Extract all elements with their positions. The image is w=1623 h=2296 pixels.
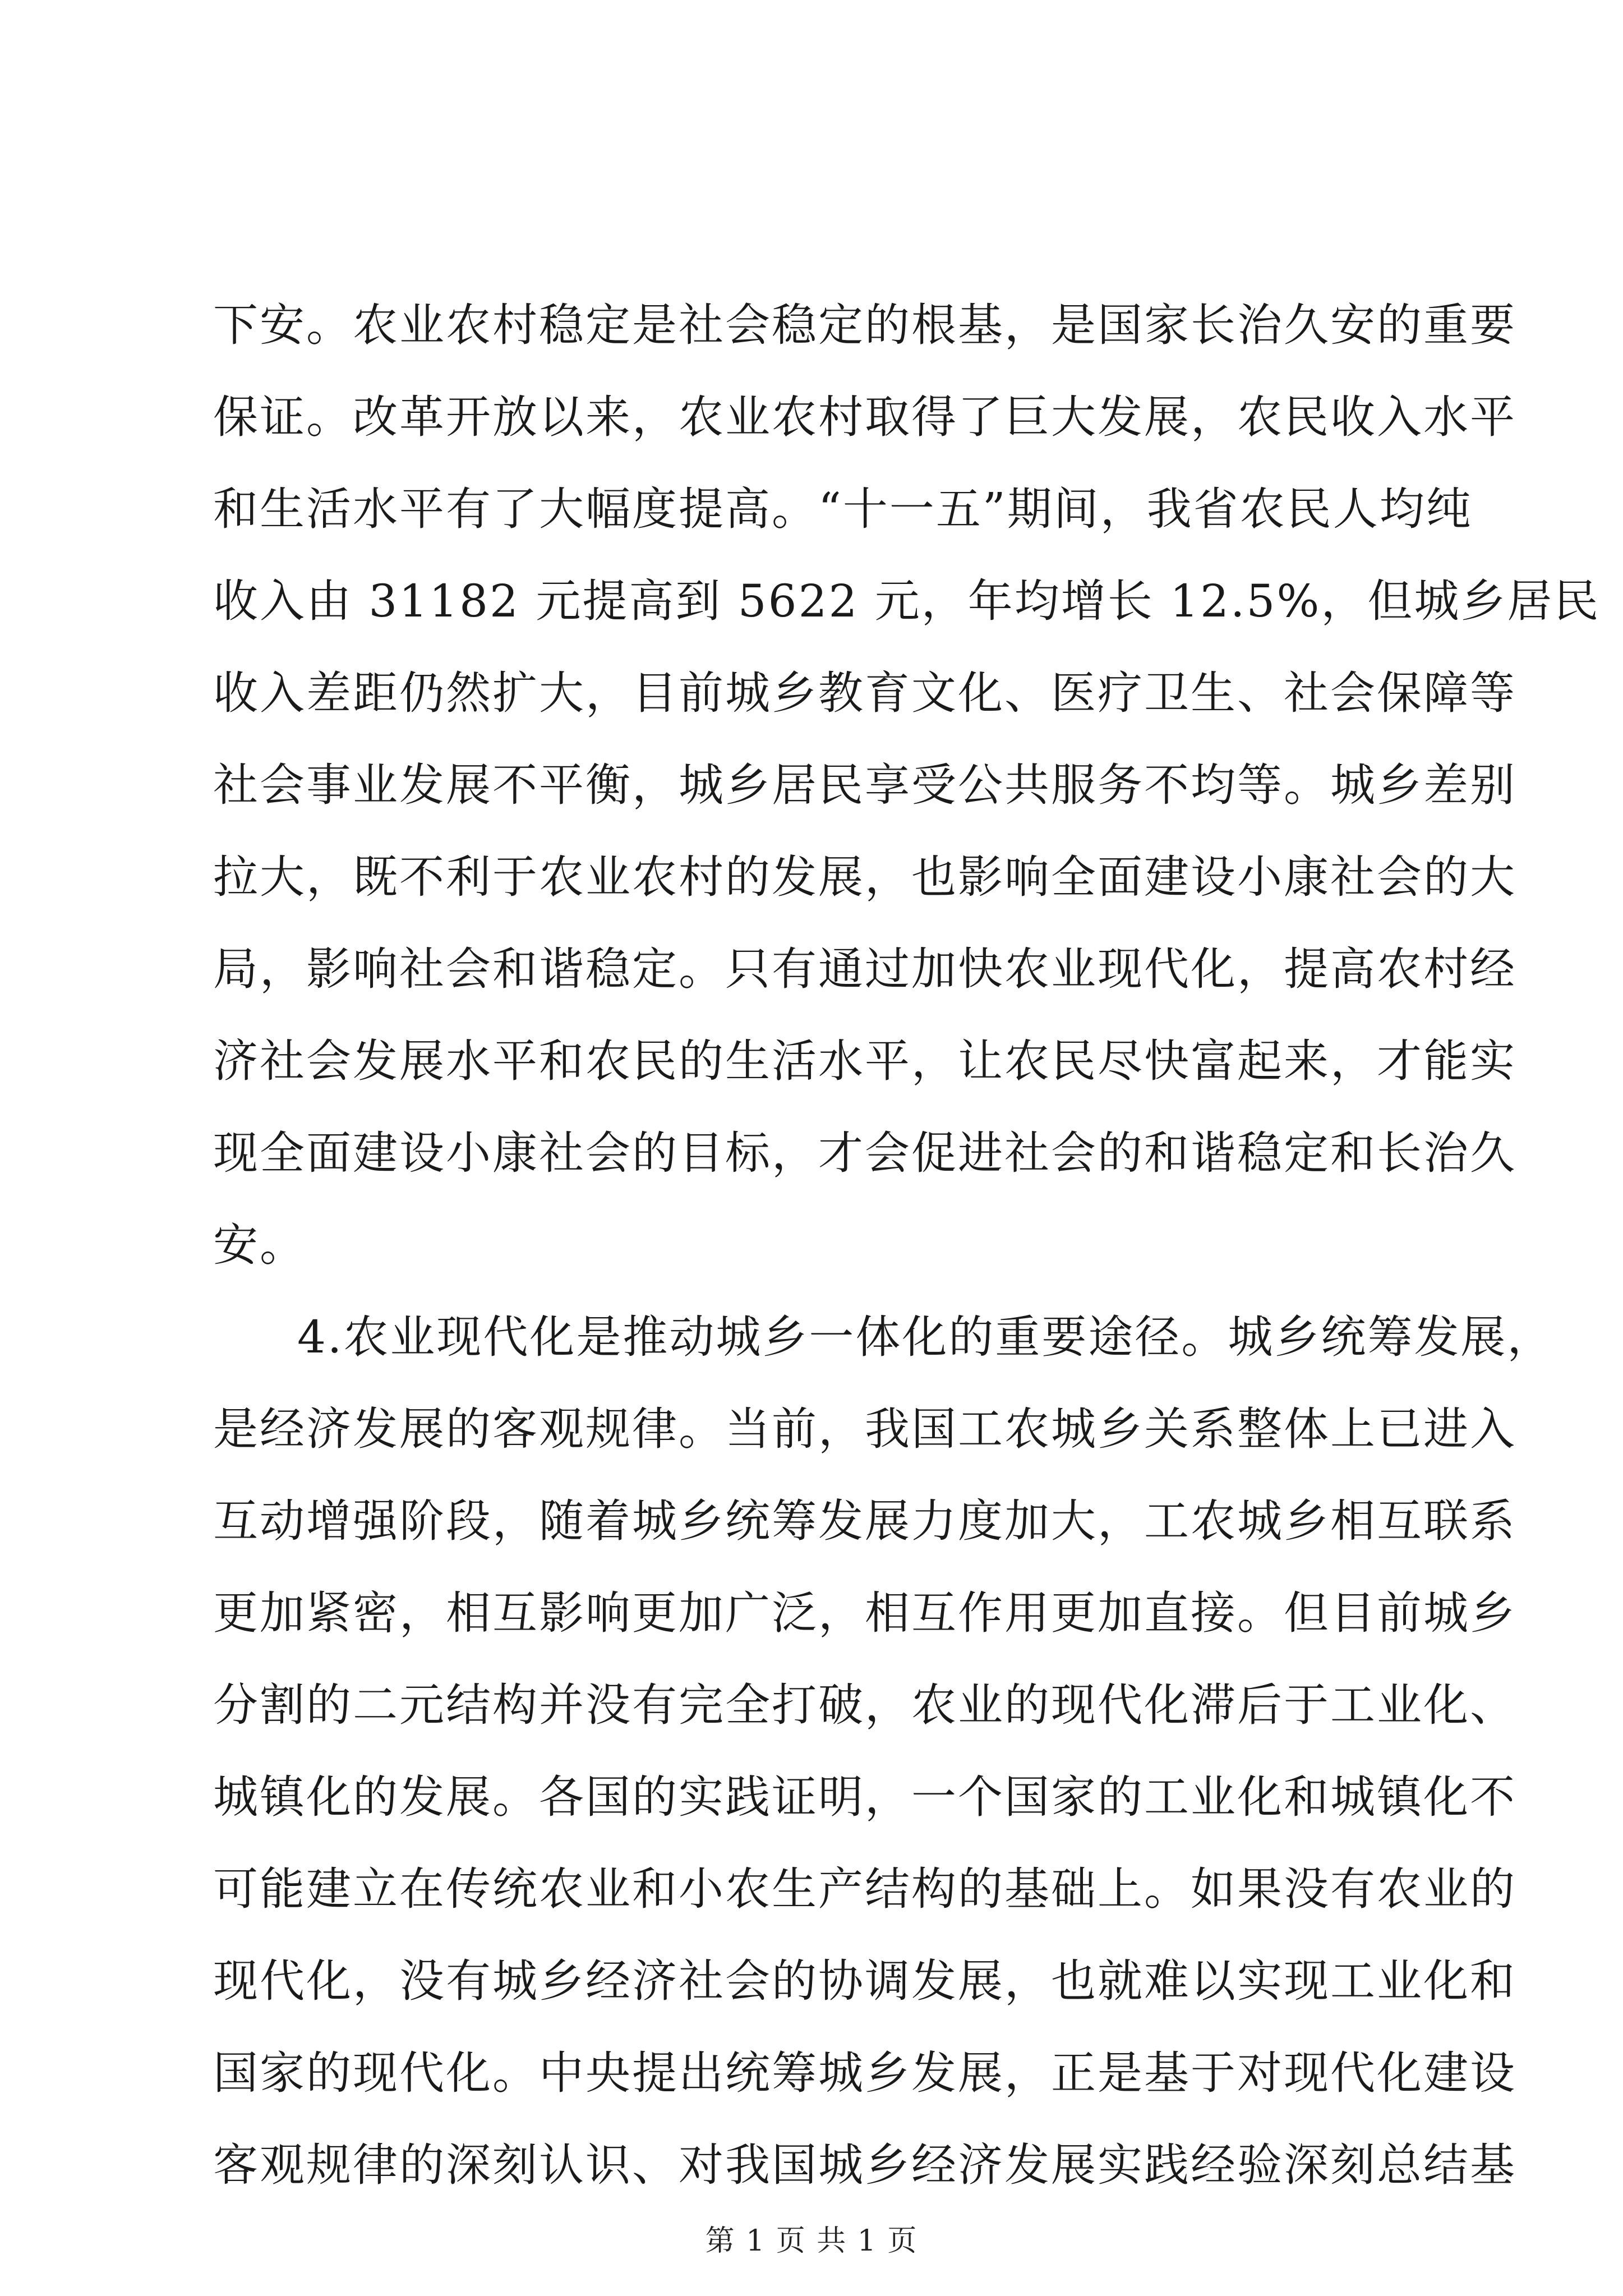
body-text-line: 局，影响社会和谐稳定。只有通过加快农业现代化，提高农村经 (213, 943, 1516, 995)
page-number-footer: 第 1 页 共 1 页 (705, 2224, 918, 2258)
body-text-line: 现代化，没有城乡经济社会的协调发展，也就难以实现工业化和 (213, 1955, 1516, 2007)
body-text-line: 现全面建设小康社会的目标，才会促进社会的和谐稳定和长治久 (213, 1127, 1516, 1179)
paragraph-first-line: 4.农业现代化是推动城乡一体化的重要途径。城乡统筹发展， (297, 1311, 1554, 1363)
body-text-line: 下安。农业农村稳定是社会稳定的根基，是国家长治久安的重要 (213, 299, 1516, 351)
body-text-line: 济社会发展水平和农民的生活水平，让农民尽快富起来，才能实 (213, 1035, 1516, 1087)
body-text-line: 客观规律的深刻认识、对我国城乡经济发展实践经验深刻总结基 (213, 2139, 1516, 2191)
body-text-line: 更加紧密，相互影响更加广泛，相互作用更加直接。但目前城乡 (213, 1587, 1516, 1639)
body-text-line: 分割的二元结构并没有完全打破，农业的现代化滞后于工业化、 (213, 1679, 1516, 1731)
body-text-line: 保证。改革开放以来，农业农村取得了巨大发展，农民收入水平 (213, 391, 1516, 443)
body-text-line: 可能建立在传统农业和小农生产结构的基础上。如果没有农业的 (213, 1863, 1516, 1915)
body-text-line: 和生活水平有了大幅度提高。“十一五”期间，我省农民人均纯 (213, 483, 1473, 535)
body-text-line: 城镇化的发展。各国的实践证明，一个国家的工业化和城镇化不 (213, 1771, 1516, 1823)
body-text-line: 拉大，既不利于农业农村的发展，也影响全面建设小康社会的大 (213, 851, 1516, 903)
body-text-line: 社会事业发展不平衡，城乡居民享受公共服务不均等。城乡差别 (213, 759, 1516, 811)
body-text-line: 安。 (213, 1219, 306, 1271)
body-text-line: 互动增强阶段，随着城乡统筹发展力度加大，工农城乡相互联系 (213, 1495, 1516, 1547)
body-text-line: 是经济发展的客观规律。当前，我国工农城乡关系整体上已进入 (213, 1403, 1516, 1455)
body-text-line: 收入差距仍然扩大，目前城乡教育文化、医疗卫生、社会保障等 (213, 667, 1516, 719)
body-text-line: 收入由 31182 元提高到 5622 元，年均增长 12.5%，但城乡居民 (213, 575, 1601, 627)
body-text-line: 国家的现代化。中央提出统筹城乡发展，正是基于对现代化建设 (213, 2047, 1516, 2099)
